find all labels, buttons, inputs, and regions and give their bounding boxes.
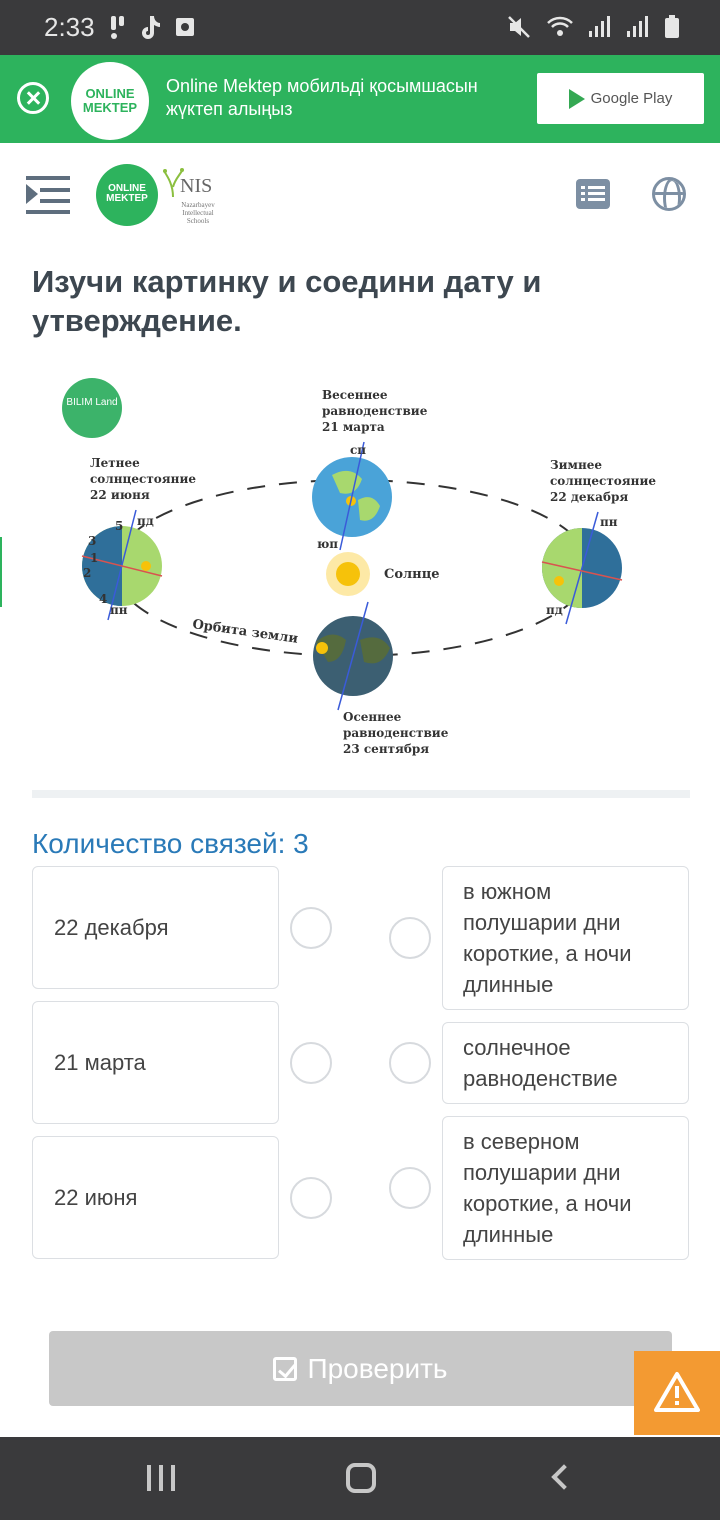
task-list-icon[interactable] xyxy=(576,179,610,209)
google-play-icon xyxy=(569,89,585,109)
left-item-label: 21 марта xyxy=(54,1050,146,1075)
battery-icon xyxy=(664,14,680,40)
app-header xyxy=(0,143,720,248)
autumn-earth-globe xyxy=(313,602,393,710)
status-notification-icons xyxy=(108,14,196,40)
status-bar xyxy=(0,0,720,55)
right-item-label: в южном полушарии дни короткие, а ночи длинные xyxy=(463,879,632,997)
sun-icon xyxy=(326,552,370,596)
right-item-northern-short-days[interactable] xyxy=(442,1116,689,1260)
right-item-label: солнечное равноденствие xyxy=(463,1035,618,1091)
winter-label: Зимнее солнцестояние 22 декабря xyxy=(550,458,656,504)
close-icon[interactable] xyxy=(17,82,49,114)
left-connector-2[interactable] xyxy=(290,1042,332,1084)
signal-icon xyxy=(588,14,612,40)
connections-count: Количество связей: 3 xyxy=(32,828,309,859)
sun-label: Солнце xyxy=(384,567,440,582)
summer-pn-label: пн xyxy=(110,603,128,617)
recent-apps-icon[interactable] xyxy=(147,1465,175,1491)
signal-icon-2 xyxy=(626,14,650,40)
summer-pd-label: пд xyxy=(137,514,154,528)
right-item-label: в северном полушарии дни короткие, а ночи длинные xyxy=(463,1129,632,1247)
google-play-label: Google Play xyxy=(590,90,673,107)
spring-earth-globe xyxy=(312,442,392,550)
right-connector-1[interactable] xyxy=(389,917,431,959)
section-divider xyxy=(32,790,690,798)
left-item-dec22[interactable] xyxy=(32,866,279,989)
side-tab-indicator xyxy=(0,537,2,607)
screen-record-icon xyxy=(174,14,196,40)
spring-label: Весеннее равноденствие 21 марта xyxy=(322,388,428,434)
south-pole-label: юп xyxy=(317,537,339,551)
online-mektep-header-logo[interactable]: ONLINE MEKTEP xyxy=(96,164,158,226)
notification-icon xyxy=(108,14,128,40)
left-item-label: 22 июня xyxy=(54,1185,138,1210)
bilim-land-text: BILIM Land xyxy=(66,397,118,408)
system-navigation-bar xyxy=(0,1437,720,1520)
online-mektep-logo: ONLINE MEKTEP xyxy=(71,62,149,140)
summer-numbers: 3 1 2 4 5 xyxy=(83,519,124,606)
question-title: Изучи картинку и соедини дату и утверждение. xyxy=(32,264,542,338)
summer-label: Летнее солнцестояние 22 июня xyxy=(90,456,196,502)
check-button[interactable] xyxy=(49,1331,672,1406)
winter-pn-label: пн xyxy=(600,515,618,529)
left-item-label: 22 декабря xyxy=(54,915,169,940)
report-issue-button[interactable] xyxy=(634,1351,720,1435)
north-pole-label: сп xyxy=(350,443,367,457)
app-download-banner xyxy=(0,55,720,143)
checkbox-icon xyxy=(273,1357,297,1381)
check-button-label: Проверить xyxy=(307,1352,448,1384)
right-item-southern-short-days[interactable] xyxy=(442,866,689,1010)
menu-icon[interactable] xyxy=(26,176,70,214)
nis-logo xyxy=(162,167,222,227)
back-icon[interactable] xyxy=(551,1464,576,1489)
right-item-equinox[interactable] xyxy=(442,1022,689,1104)
tiktok-icon xyxy=(140,14,162,40)
status-time: 2:33 xyxy=(44,12,95,42)
left-item-mar21[interactable] xyxy=(32,1001,279,1124)
banner-message: Online Mektep мобильді қосымшасын жүктеп алыңыз xyxy=(166,76,478,119)
nis-title: NIS xyxy=(180,175,213,197)
left-connector-1[interactable] xyxy=(290,907,332,949)
mute-icon xyxy=(506,14,532,40)
right-connector-2[interactable] xyxy=(389,1042,431,1084)
google-play-button[interactable] xyxy=(537,73,704,124)
bilim-land-logo xyxy=(62,378,122,438)
nis-subtitle: Nazarbayev Intellectual Schools xyxy=(181,201,215,225)
home-icon[interactable] xyxy=(346,1463,376,1493)
right-connector-3[interactable] xyxy=(389,1167,431,1209)
left-connector-3[interactable] xyxy=(290,1177,332,1219)
globe-icon[interactable] xyxy=(652,177,686,211)
wifi-icon xyxy=(546,14,574,40)
autumn-label: Осеннее равноденствие 23 сентября xyxy=(343,710,449,756)
left-item-jun22[interactable] xyxy=(32,1136,279,1259)
orbit-label: Орбита земли xyxy=(191,617,299,647)
status-system-icons xyxy=(506,14,680,40)
warning-icon xyxy=(654,1371,700,1413)
earth-orbit-diagram xyxy=(40,370,680,770)
winter-pd-label: пд xyxy=(546,603,563,617)
